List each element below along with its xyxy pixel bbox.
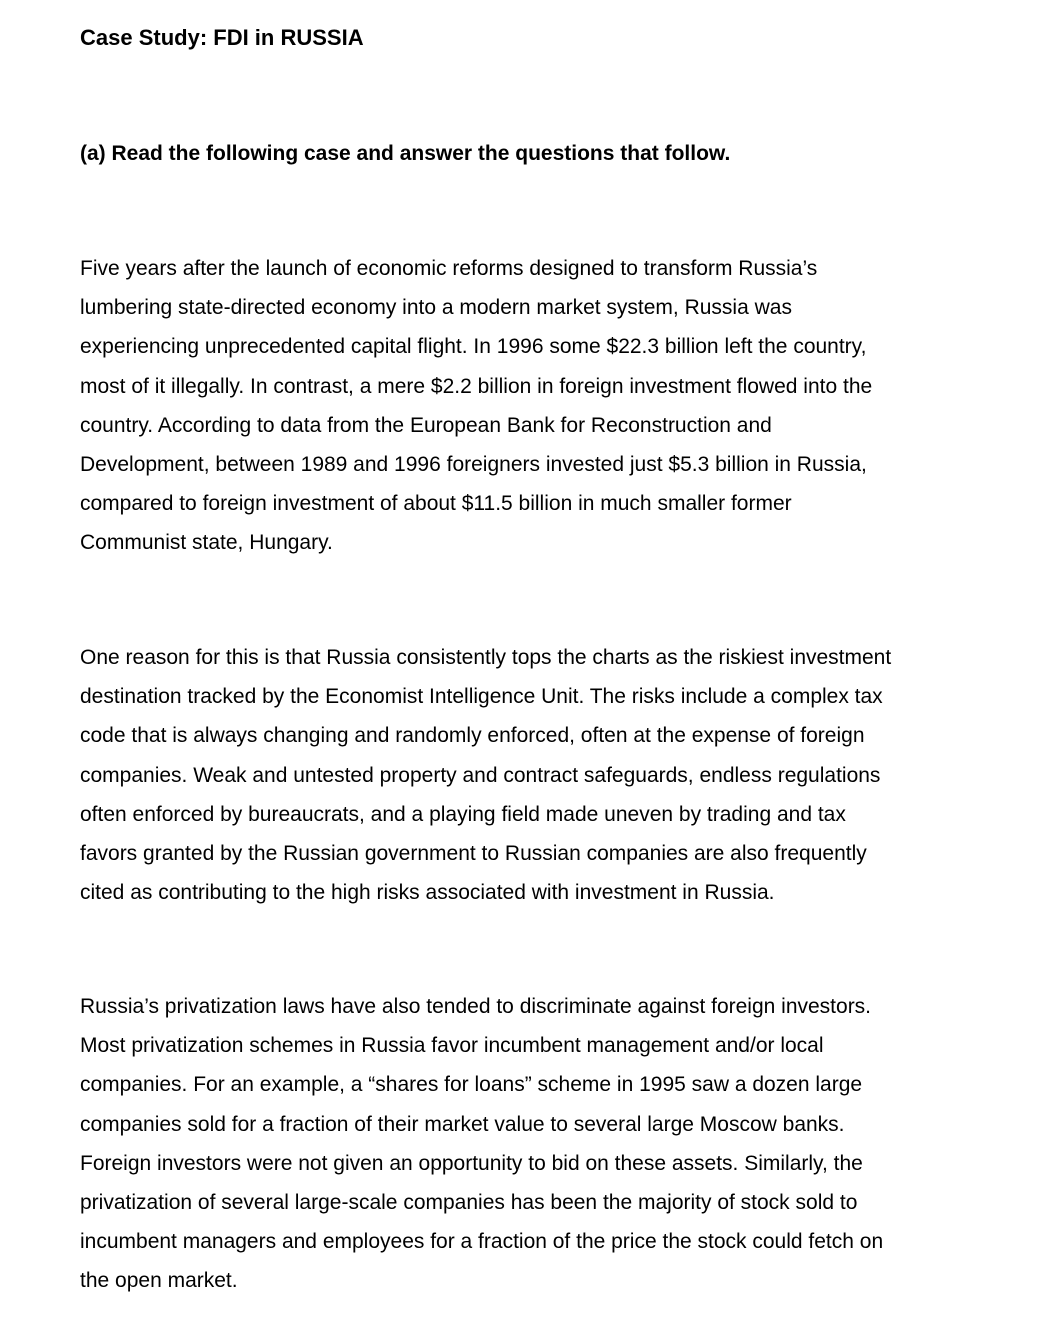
paragraph-line: privatization of several large-scale companies has been the majority of stock sold to — [80, 1191, 858, 1215]
paragraph-line: most of it illegally. In contrast, a mere $2.2 billion in foreign investment flowed into the — [80, 374, 873, 398]
paragraph-line: companies. For an example, a “shares for loans” scheme in 1995 saw a dozen large — [80, 1073, 863, 1097]
paragraph-line: code that is always changing and randomly enforced, often at the expense of foreign — [80, 724, 865, 748]
paragraph-line: experiencing unprecedented capital flight. In 1996 some $22.3 billion left the country, — [80, 335, 867, 359]
paragraph-line: Russia’s privatization laws have also tended to discriminate against foreign investors. — [80, 995, 872, 1018]
paragraph-line: country. According to data from the European Bank for Reconstruction and — [80, 413, 772, 437]
paragraph-privatization — [80, 987, 1000, 1301]
paragraph-line: cited as contributing to the high risks associated with investment in Russia. — [80, 881, 775, 905]
paragraph-line: Most privatization schemes in Russia favor incumbent management and/or local — [80, 1034, 824, 1058]
paragraph-line: the open market. — [80, 1269, 238, 1293]
paragraph-line: Communist state, Hungary. — [80, 531, 333, 555]
paragraph-investment-risk — [80, 638, 1000, 912]
document-title: Case Study: FDI in RUSSIA — [80, 25, 364, 50]
paragraph-line: Development, between 1989 and 1996 foreigners invested just $5.3 billion in Russia, — [80, 453, 867, 477]
instruction-heading: (a) Read the following case and answer the questions that follow. — [80, 142, 731, 165]
paragraph-line: often enforced by bureaucrats, and a playing field made uneven by trading and tax — [80, 802, 846, 826]
paragraph-line: incumbent managers and employees for a fraction of the price the stock could fetch on — [80, 1230, 884, 1254]
paragraph-line: One reason for this is that Russia consistently tops the charts as the riskiest investment — [80, 646, 892, 669]
paragraph-line: companies. Weak and untested property and contract safeguards, endless regulations — [80, 763, 881, 787]
paragraph-line: lumbering state-directed economy into a modern market system, Russia was — [80, 296, 792, 320]
paragraph-line: Five years after the launch of economic reforms designed to transform Russia’s — [80, 257, 818, 280]
paragraph-line: companies sold for a fraction of their market value to several large Moscow banks. — [80, 1112, 845, 1136]
paragraph-capital-flight — [80, 249, 1000, 563]
paragraph-line: favors granted by the Russian government to Russian companies are also frequently — [80, 842, 867, 866]
paragraph-line: destination tracked by the Economist Intelligence Unit. The risks include a complex tax — [80, 685, 883, 709]
paragraph-line: compared to foreign investment of about $11.5 billion in much smaller former — [80, 492, 792, 516]
paragraph-line: Foreign investors were not given an opportunity to bid on these assets. Similarly, the — [80, 1151, 863, 1175]
